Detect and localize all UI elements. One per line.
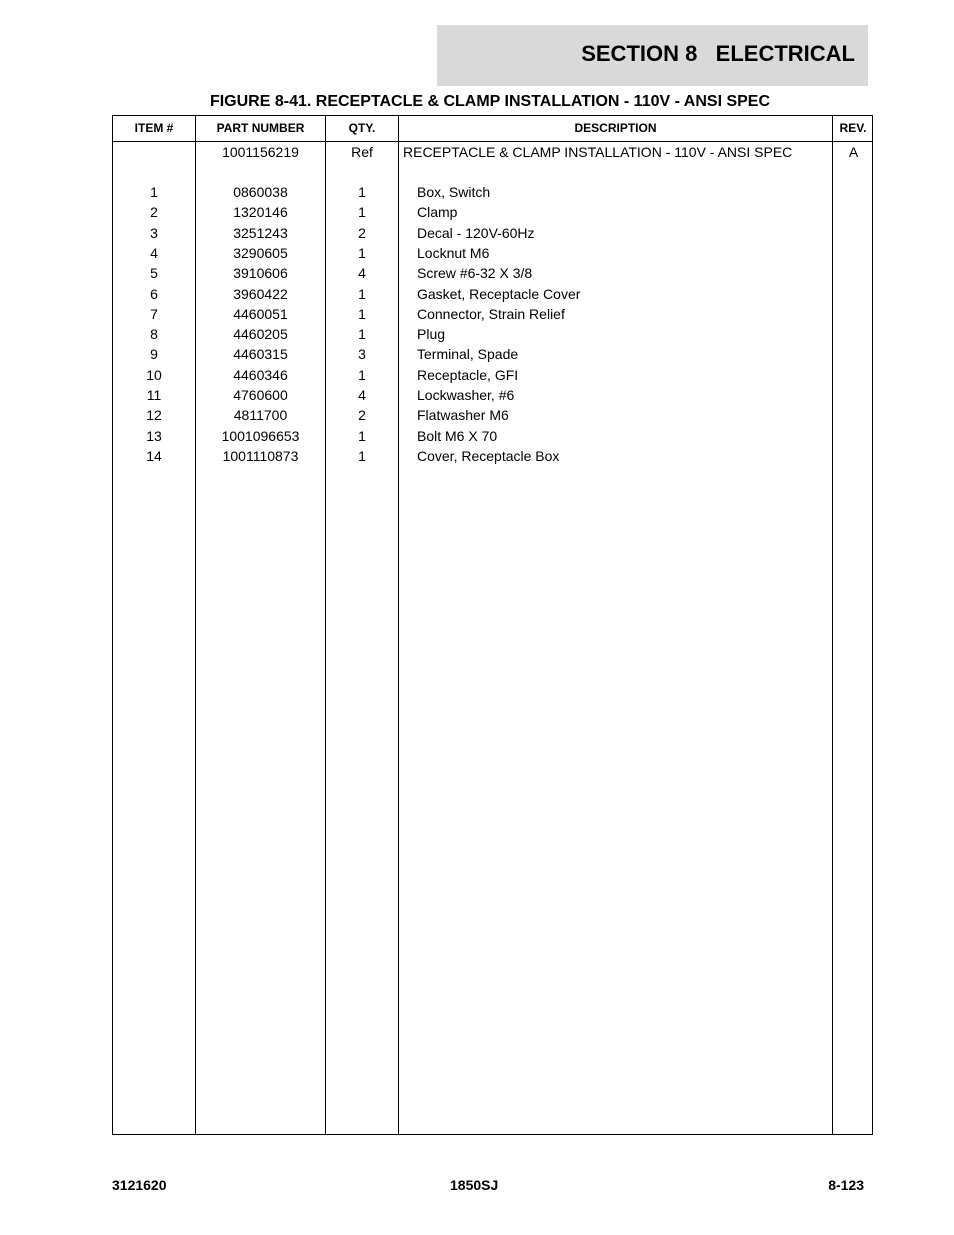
quantity: 1 [358,326,366,343]
quantity: 4 [358,387,366,403]
assembly-qty: Ref [351,144,373,160]
description: Terminal, Spade [417,346,519,363]
item-number: 6 [150,285,158,302]
part-number: 3251243 [233,224,288,241]
header-qty: QTY. [348,121,376,135]
item-number: 1 [150,184,158,200]
item-number: 10 [146,366,162,383]
part-number: 4760600 [233,387,288,403]
item-number: 11 [146,387,162,403]
footer-doc-number: 3121620 [112,1177,167,1193]
assembly-description: RECEPTACLE & CLAMP INSTALLATION - 110V - ANSI SPEC [403,144,793,160]
quantity: 1 [358,366,366,383]
item-number: 7 [150,305,158,322]
header-part-number: PART NUMBER [216,121,305,135]
quantity: 1 [358,184,366,200]
quantity: 1 [358,204,366,221]
table-row [113,426,872,446]
description: Flatwasher M6 [417,407,509,424]
part-number: 4460205 [233,326,288,343]
footer-page-number: 8-123 [828,1177,864,1193]
item-number: 5 [150,265,158,282]
part-number: 3290605 [233,244,288,261]
description: Lockwasher, #6 [417,387,515,403]
parts-table [112,115,873,1135]
header-rev: REV. [839,121,867,135]
item-number: 2 [150,204,158,221]
table-row [113,304,872,324]
description: Receptacle, GFI [417,366,519,383]
part-number: 4460051 [233,305,288,322]
item-number: 3 [150,224,158,241]
figure-title: FIGURE 8-41. RECEPTACLE & CLAMP INSTALLATION - 110V - ANSI SPEC [209,93,771,110]
description: Cover, Receptacle Box [417,447,560,464]
quantity: 2 [358,224,366,241]
description: Plug [417,326,446,343]
assembly-part-number: 1001156219 [222,144,299,160]
table-row [113,223,872,243]
part-number: 3910606 [233,265,288,282]
part-number: 1320146 [233,204,288,221]
part-number: 1001096653 [221,427,300,444]
item-number: 4 [150,244,158,261]
description: Gasket, Receptacle Cover [417,285,581,302]
description: Connector, Strain Relief [417,305,565,322]
quantity: 2 [358,407,366,424]
quantity: 3 [358,346,366,363]
table-row [113,385,872,405]
table-row [113,324,872,344]
item-number: 9 [150,346,158,363]
table-row [113,182,872,202]
item-number: 13 [146,427,162,444]
table-row [113,446,872,466]
quantity: 4 [358,265,366,282]
description: Bolt M6 X 70 [417,427,498,444]
header-item: ITEM # [134,121,174,135]
quantity: 1 [358,285,366,302]
assembly-row [113,142,872,162]
part-number: 4811700 [233,407,288,424]
table-row [113,202,872,222]
section-title: SECTION 8 ELECTRICAL [581,41,855,66]
quantity: 1 [358,447,366,464]
part-number: 4460315 [233,346,288,363]
table-row [113,243,872,263]
table-row [113,365,872,385]
description: Clamp [417,204,458,221]
quantity: 1 [358,305,366,322]
table-row [113,284,872,304]
description: Decal - 120V-60Hz [417,224,535,241]
description: Locknut M6 [417,244,490,261]
assembly-rev: A [848,144,859,160]
description: Box, Switch [417,184,491,200]
item-number: 14 [146,447,162,464]
part-number: 1001110873 [222,447,299,464]
section-header [437,25,868,86]
description: Screw #6-32 X 3/8 [417,265,533,282]
table-row [113,263,872,283]
part-number: 4460346 [233,366,288,383]
table-row [113,405,872,425]
part-number: 3960422 [233,285,288,302]
footer-model: 1850SJ [450,1177,499,1193]
quantity: 1 [358,244,366,261]
item-number: 12 [146,407,162,424]
item-number: 8 [150,326,158,343]
part-number: 0860038 [233,184,288,200]
quantity: 1 [358,427,366,444]
table-row [113,344,872,364]
header-description: DESCRIPTION [574,121,657,135]
